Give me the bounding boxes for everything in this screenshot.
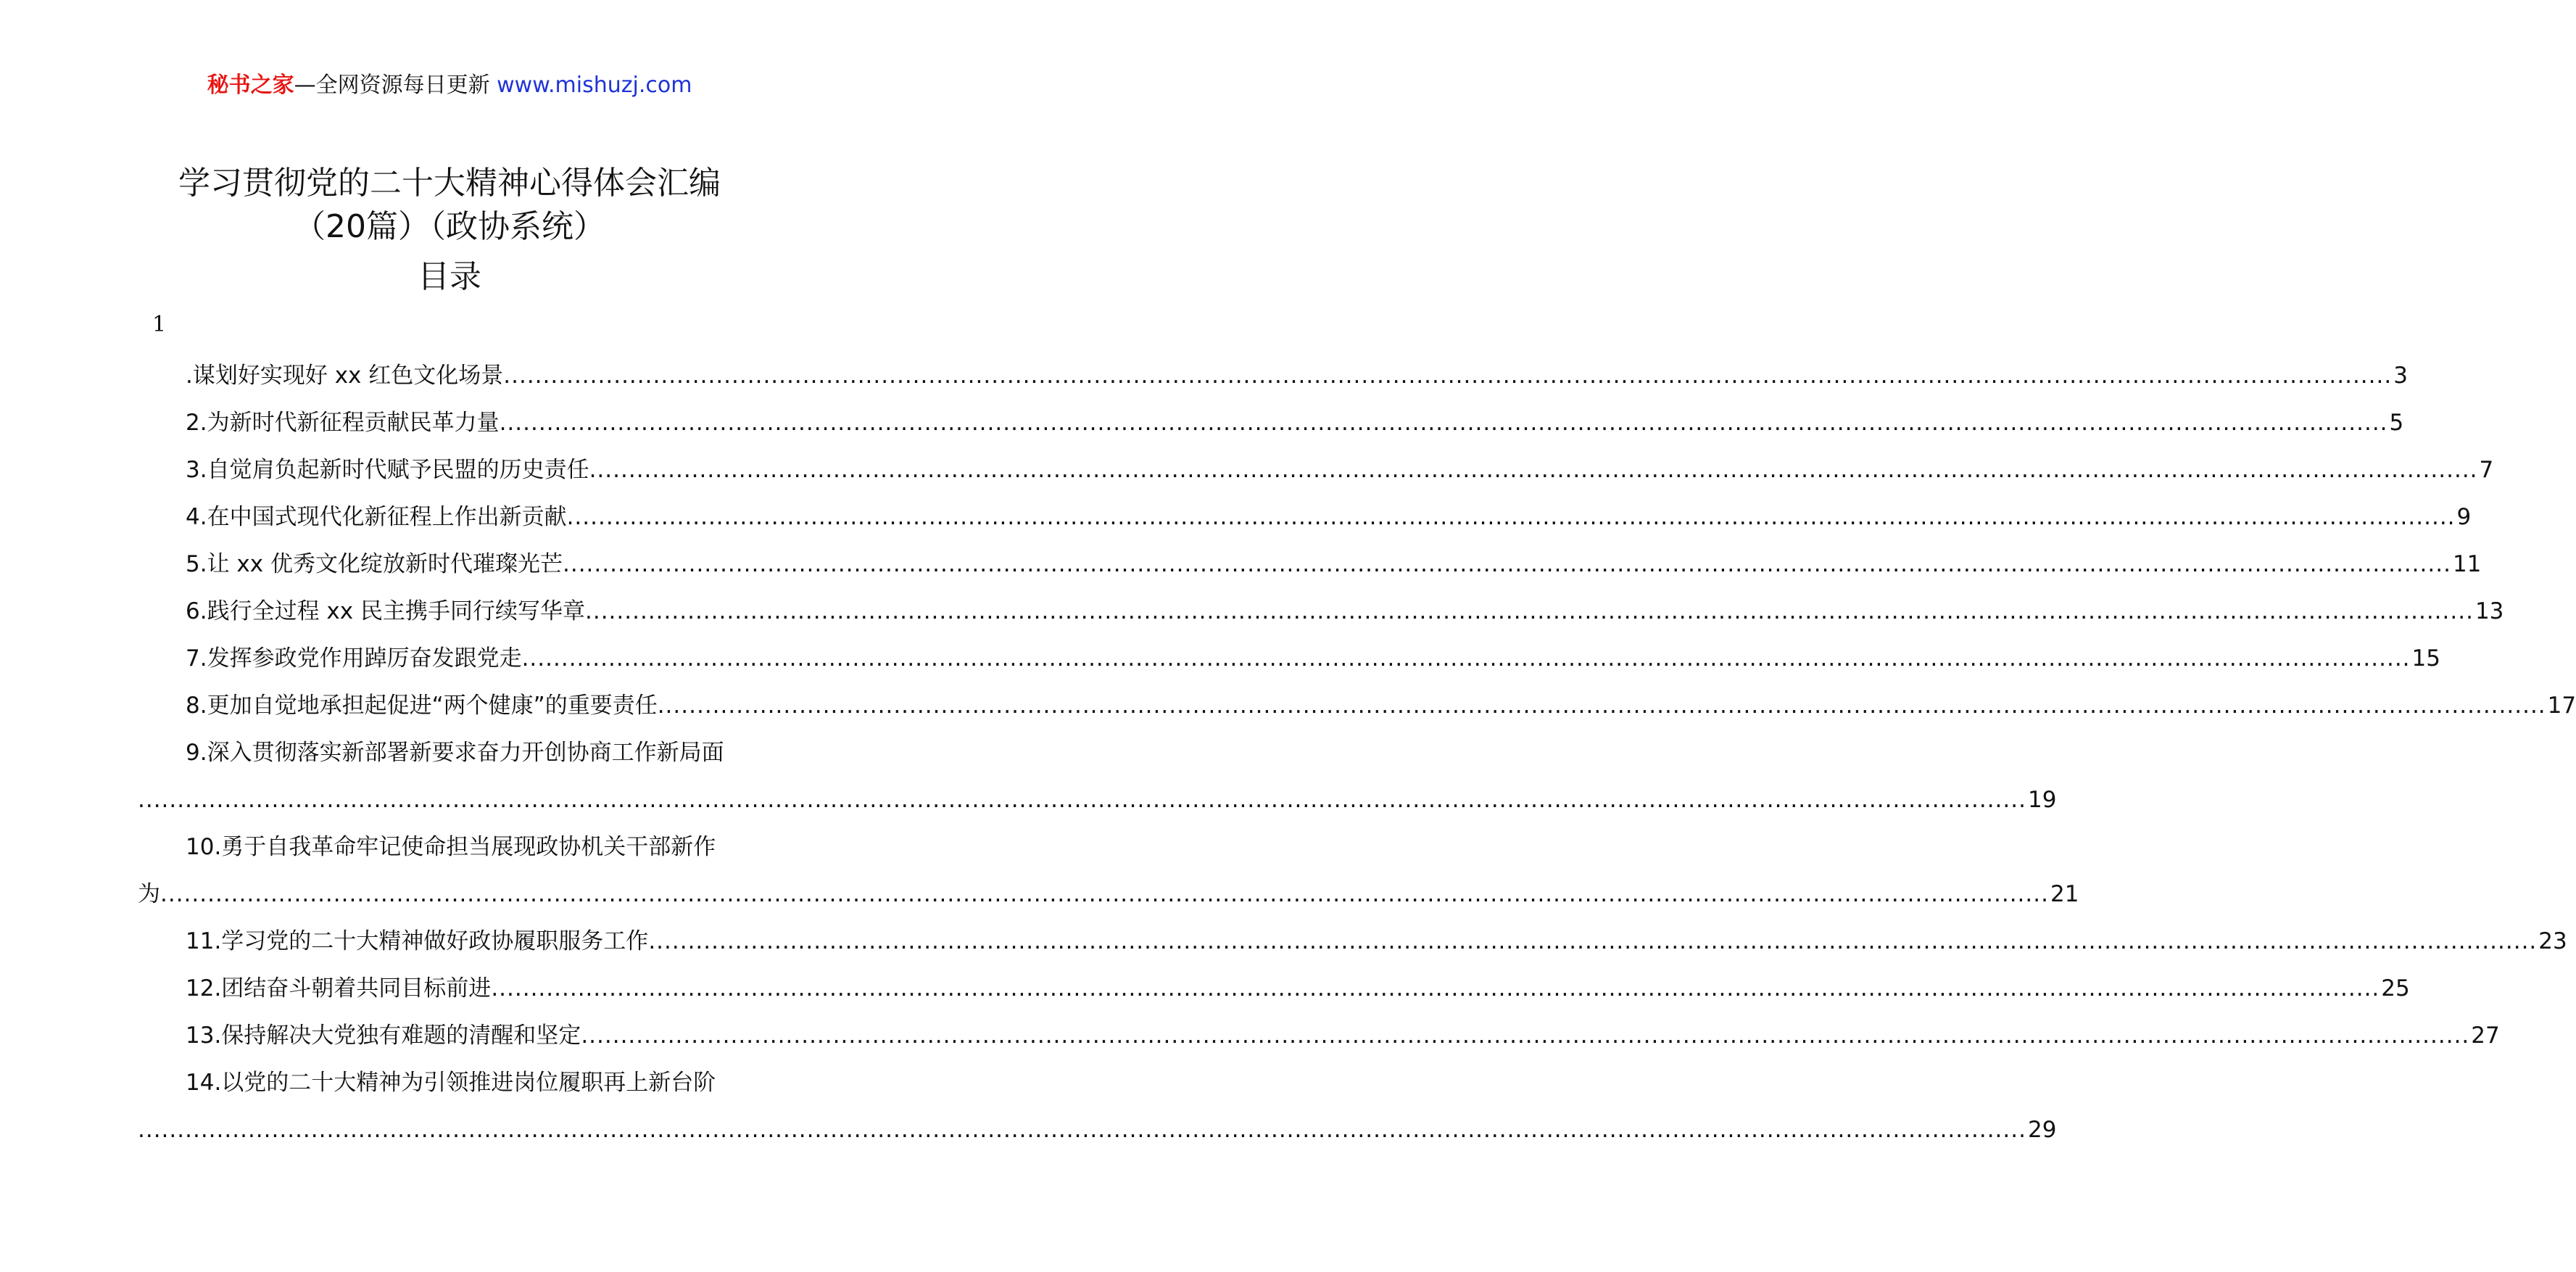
- toc-entry-title: 10.勇于自我革命牢记使命担当展现政协机关干部新作: [186, 834, 716, 860]
- toc-entry[interactable]: [138, 447, 2494, 494]
- toc-entry[interactable]: [138, 965, 2410, 1012]
- toc-entry-page: 25: [2381, 975, 2410, 1002]
- toc-entry-title: 14.以党的二十大精神为引领推进岗位履职再上新台阶: [186, 1070, 716, 1096]
- toc-heading: 目录: [418, 258, 481, 295]
- toc-entry[interactable]: [138, 824, 2079, 918]
- toc-entry-row: [138, 682, 2576, 730]
- toc-entry-title: 4.在中国式现代化新征程上作出新贡献: [186, 504, 567, 530]
- toc-leader-dots: [648, 918, 2537, 965]
- toc-leader-dots: [589, 447, 2478, 494]
- toc-entry-title: 6.践行全过程 xx 民主携手同行续写华章: [186, 598, 585, 624]
- toc-entry[interactable]: [138, 588, 2504, 635]
- toc-entry-page: 21: [2050, 881, 2079, 907]
- toc-entry-title: 7.发挥参政党作用踔厉奋发跟党走: [186, 645, 522, 672]
- toc-entry-row: [138, 494, 2472, 541]
- toc-leader-dots: [500, 400, 2388, 447]
- toc-leader-dots: [567, 494, 2456, 541]
- stray-number: 1: [152, 312, 167, 337]
- toc-entry-title: 11.学习党的二十大精神做好政协履职服务工作: [186, 928, 649, 954]
- toc-entry[interactable]: [138, 635, 2440, 682]
- toc-entry-row: [138, 730, 765, 777]
- toc-entry[interactable]: [138, 1060, 2057, 1154]
- toc-entry-page: 5: [2389, 410, 2404, 436]
- toc-leader-dots: [585, 588, 2474, 635]
- toc-entry-title-continued: 为: [138, 881, 160, 907]
- toc-entry[interactable]: [138, 730, 2057, 824]
- toc-entry-row: [138, 824, 765, 871]
- document-title-line-2: （20篇）（政协系统）: [294, 208, 605, 245]
- toc-entry[interactable]: [138, 400, 2404, 447]
- toc-entry-row: [138, 918, 2567, 965]
- toc-entry-title: 9.深入贯彻落实新部署新要求奋力开创协商工作新局面: [186, 740, 724, 766]
- toc-entry-row-continued: [138, 777, 2057, 824]
- toc-entry-title: .谋划好实现好 xx 红色文化场景: [186, 363, 504, 389]
- toc-entry[interactable]: [138, 682, 2576, 730]
- toc-entry-page: 13: [2474, 598, 2504, 624]
- toc-entry-page: 15: [2411, 645, 2440, 672]
- toc-entry-page: 27: [2471, 1023, 2500, 1049]
- toc-entry-row: [138, 541, 2482, 588]
- toc-entry-row: [138, 635, 2440, 682]
- toc-entry-row: [138, 400, 2404, 447]
- toc-entry-title: 3.自觉肩负起新时代赋予民盟的历史责任: [186, 457, 589, 483]
- toc-entry-row: [138, 352, 2408, 400]
- toc-leader-dots: [138, 1107, 2026, 1154]
- toc-entry-title: 12.团结奋斗朝着共同目标前进: [186, 975, 492, 1002]
- toc-entry-page: 19: [2027, 787, 2057, 813]
- toc-leader-dots: [138, 777, 2026, 824]
- toc-entry-page: 17: [2547, 693, 2576, 719]
- toc-entry-page: 9: [2456, 504, 2472, 530]
- toc-entry-row-continued: [138, 871, 2079, 918]
- table-of-contents: [138, 352, 2576, 1154]
- site-url-link[interactable]: www.mishuzj.com: [497, 73, 692, 98]
- toc-entry-row: [138, 1012, 2500, 1060]
- toc-entry-page: 29: [2027, 1117, 2057, 1143]
- toc-leader-dots: [160, 871, 2049, 918]
- site-brand: 秘书之家: [207, 73, 294, 98]
- toc-entry-row: [138, 447, 2494, 494]
- toc-entry[interactable]: [138, 352, 2408, 400]
- toc-leader-dots: [503, 352, 2392, 400]
- toc-leader-dots: [491, 965, 2380, 1012]
- toc-entry-title: 5.让 xx 优秀文化绽放新时代璀璨光芒: [186, 551, 563, 577]
- toc-entry-title: 2.为新时代新征程贡献民革力量: [186, 410, 500, 436]
- toc-entry-page: 3: [2393, 363, 2408, 389]
- toc-entry[interactable]: [138, 918, 2567, 965]
- toc-leader-dots: [581, 1012, 2469, 1060]
- toc-entry-title: 8.更加自觉地承担起促进“两个健康”的重要责任: [186, 693, 658, 719]
- toc-entry[interactable]: [138, 1012, 2500, 1060]
- toc-entry[interactable]: [138, 541, 2482, 588]
- toc-entry[interactable]: [138, 494, 2472, 541]
- toc-leader-dots: [658, 682, 2546, 730]
- toc-entry-row: [138, 1060, 765, 1107]
- toc-leader-dots: [522, 635, 2411, 682]
- toc-entry-row: [138, 588, 2504, 635]
- document-title: [0, 162, 899, 249]
- site-tagline: —全网资源每日更新: [294, 73, 490, 98]
- toc-entry-row: [138, 965, 2410, 1012]
- toc-entry-page: 23: [2538, 928, 2567, 954]
- document-title-line-1: 学习贯彻党的二十大精神心得体会汇编: [178, 165, 721, 202]
- site-header: [0, 71, 899, 100]
- toc-entry-page: 7: [2479, 457, 2494, 483]
- toc-leader-dots: [563, 541, 2451, 588]
- toc-entry-row-continued: [138, 1107, 2057, 1154]
- toc-entry-page: 11: [2452, 551, 2482, 577]
- toc-entry-title: 13.保持解决大党独有难题的清醒和坚定: [186, 1023, 581, 1049]
